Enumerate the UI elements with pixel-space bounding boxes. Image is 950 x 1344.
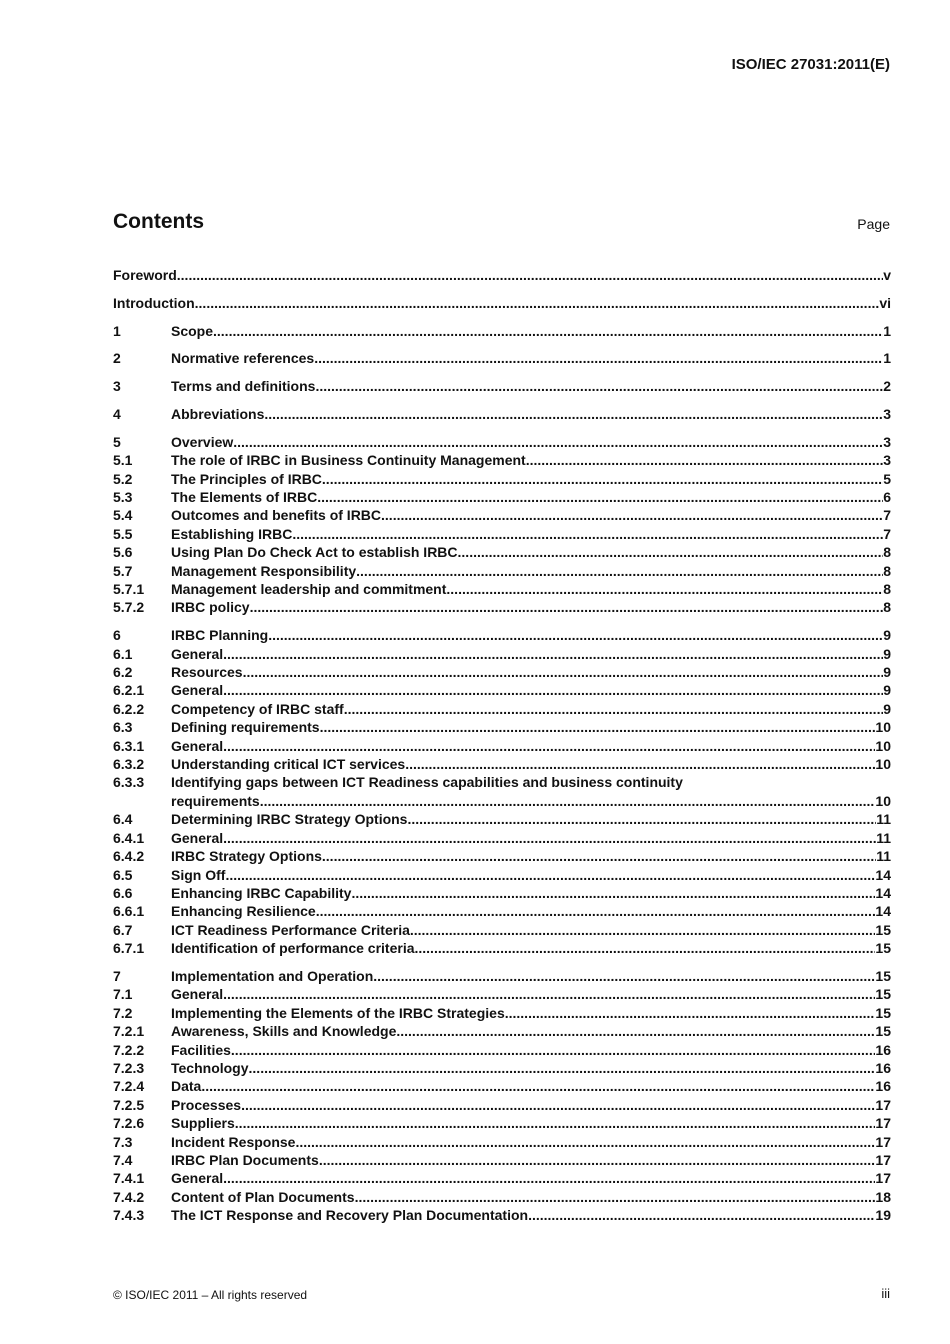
toc-entry-page: 9 xyxy=(883,627,891,644)
toc-entry-page: 11 xyxy=(876,811,891,828)
toc-entry[interactable] xyxy=(113,663,891,681)
toc-entry-body xyxy=(171,1004,891,1022)
toc-entry[interactable] xyxy=(113,349,891,367)
dot-leader xyxy=(223,829,876,847)
toc-entry-page: 9 xyxy=(883,664,891,681)
dot-leader xyxy=(292,525,883,543)
toc-entry-title: General xyxy=(171,645,224,662)
toc-entry-page: 17 xyxy=(875,1133,891,1150)
dot-leader xyxy=(356,562,883,580)
toc-entry-body xyxy=(171,1114,891,1132)
dot-leader xyxy=(322,470,883,488)
toc-entry-page: 16 xyxy=(875,1041,891,1058)
dot-leader xyxy=(314,349,883,367)
toc-entry[interactable] xyxy=(113,939,891,957)
toc-entry-body xyxy=(171,847,891,865)
toc-entry-body xyxy=(171,1059,891,1077)
toc-entry-number: 4 xyxy=(113,405,121,422)
toc-entry-page: 14 xyxy=(875,884,891,901)
dot-leader xyxy=(268,626,883,644)
toc-entry-number: 7 xyxy=(113,967,121,984)
toc-entry-title: General xyxy=(171,986,224,1003)
toc-entry-body xyxy=(171,810,891,828)
toc-entry-title: Establishing IRBC xyxy=(171,525,293,542)
dot-leader xyxy=(396,1022,875,1040)
toc-entry-number: 5 xyxy=(113,433,121,450)
toc-entry-continuation[interactable] xyxy=(113,792,891,810)
toc-entry-page: 8 xyxy=(883,544,891,561)
toc-entry[interactable] xyxy=(113,718,891,736)
toc-entry-title: Terms and definitions xyxy=(171,378,316,395)
toc-entry-body xyxy=(171,470,891,488)
toc-entry-page: 7 xyxy=(883,525,891,542)
toc-entry-title: Competency of IRBC staff xyxy=(171,700,344,717)
page-column-label: Page xyxy=(857,216,890,232)
toc-entry-body xyxy=(171,681,891,699)
toc-entry-body xyxy=(171,525,891,543)
toc-entry-number: 6.1 xyxy=(113,645,133,662)
toc-entry-title: Facilities xyxy=(171,1041,231,1058)
toc-entry-body xyxy=(171,1133,891,1151)
toc-entry-body xyxy=(171,405,891,423)
toc-entry-number: 6.7.1 xyxy=(113,940,145,957)
toc-entry-body xyxy=(171,1169,891,1187)
toc-entry-page: 10 xyxy=(875,792,891,809)
toc-entry-page: vi xyxy=(879,294,891,311)
toc-entry-body xyxy=(171,543,891,561)
toc-entry-page: 15 xyxy=(875,921,891,938)
dot-leader xyxy=(195,294,880,312)
toc-entry-number: 5.3 xyxy=(113,489,133,505)
toc-entry[interactable] xyxy=(113,967,891,985)
toc-entry-number: 7.4.2 xyxy=(113,1188,145,1205)
toc-entry-body xyxy=(171,645,891,663)
dot-leader xyxy=(344,700,884,718)
toc-entry-number: 7.2 xyxy=(113,1004,133,1021)
toc-entry-page: 17 xyxy=(875,1152,891,1168)
toc-entry-body xyxy=(171,1077,891,1095)
dot-leader xyxy=(213,322,883,340)
toc-entry-number: 7.2.6 xyxy=(113,1115,145,1132)
toc-entry[interactable] xyxy=(113,1169,891,1187)
toc-entry-title: Introduction xyxy=(113,294,195,311)
dot-leader xyxy=(249,1059,876,1077)
toc-entry-body xyxy=(171,349,891,367)
toc-entry-number: 6.6.1 xyxy=(113,903,145,920)
toc-entry-title: Processes xyxy=(171,1096,242,1113)
toc-entry[interactable] xyxy=(113,1022,891,1040)
dot-leader xyxy=(315,377,883,395)
toc-entry-number: 3 xyxy=(113,378,121,395)
toc-entry-number: 5.7.2 xyxy=(113,599,145,616)
toc-entry[interactable] xyxy=(113,562,891,580)
dot-leader xyxy=(235,1114,876,1132)
dot-leader xyxy=(316,902,876,920)
toc-entry-page: 1 xyxy=(883,350,891,367)
toc-entry-body xyxy=(113,294,891,312)
dot-leader xyxy=(322,847,876,865)
toc-entry[interactable] xyxy=(113,1077,891,1095)
toc-entry-page: 2 xyxy=(883,378,891,395)
toc-entry-title: Outcomes and benefits of IRBC xyxy=(171,507,382,524)
toc-entry-title: The role of IRBC in Business Continuity Management xyxy=(171,452,526,469)
toc-entry-title: Management Responsibility xyxy=(171,562,357,579)
dot-leader xyxy=(351,884,875,902)
toc-entry-title: Defining requirements xyxy=(171,719,320,736)
toc-entry-body xyxy=(171,755,891,773)
toc-entry-number: 1 xyxy=(113,322,121,339)
toc-entry-number: 5.2 xyxy=(113,470,133,487)
toc-entry-number: 7.2.4 xyxy=(113,1078,145,1095)
toc-entry-page: 16 xyxy=(875,1059,891,1076)
dot-leader xyxy=(446,580,883,598)
toc-entry[interactable] xyxy=(113,1096,891,1114)
toc-entry-page: 11 xyxy=(876,829,891,846)
toc-entry[interactable] xyxy=(113,1059,891,1077)
toc-entry[interactable] xyxy=(113,681,891,699)
toc-entry-title: Abbreviations xyxy=(171,405,265,422)
toc-entry[interactable] xyxy=(113,1041,891,1059)
toc-entry-number: 6.3 xyxy=(113,719,133,736)
toc-entry-title: Scope xyxy=(171,322,214,339)
toc-entry-body xyxy=(171,985,891,1003)
toc-entry[interactable] xyxy=(113,626,891,644)
toc-entry-title: requirements xyxy=(171,792,260,809)
toc-entry-page: 6 xyxy=(883,489,891,505)
toc-entry-body xyxy=(171,1041,891,1059)
dot-leader xyxy=(260,792,876,810)
dot-leader xyxy=(233,433,883,451)
toc-entry-body xyxy=(171,506,891,524)
toc-entry[interactable] xyxy=(113,921,891,939)
toc-entry-title: Determining IRBC Strategy Options xyxy=(171,811,408,828)
toc-entry-number: 7.4.1 xyxy=(113,1170,145,1187)
toc-entry[interactable] xyxy=(113,645,891,663)
toc-entry-page: 15 xyxy=(875,967,891,984)
toc-entry-title: Overview xyxy=(171,433,234,450)
dot-leader xyxy=(458,543,884,561)
toc-entry-title: Sign Off xyxy=(171,866,226,883)
document-id: ISO/IEC 27031:2011(E) xyxy=(731,56,890,73)
toc-entry[interactable] xyxy=(113,1151,891,1169)
toc-entry-page: 15 xyxy=(875,1023,891,1040)
toc-entry-body xyxy=(171,377,891,395)
toc-entry-body xyxy=(171,488,891,506)
toc-entry-title: General xyxy=(171,682,224,699)
toc-entry-page: 1 xyxy=(883,322,891,339)
dot-leader xyxy=(223,645,883,663)
toc-entry[interactable] xyxy=(113,755,891,773)
toc-entry-page: 10 xyxy=(875,756,891,773)
toc-entry-number: 7.4 xyxy=(113,1152,133,1168)
toc-entry-number: 6.2 xyxy=(113,664,133,681)
toc-entry[interactable] xyxy=(113,1114,891,1132)
toc-entry-number: 6.2.2 xyxy=(113,700,145,717)
toc-entry-number: 6.4 xyxy=(113,811,133,828)
toc-entry-title: Technology xyxy=(171,1059,249,1076)
toc-entry-body xyxy=(171,598,891,616)
contents-title: Contents xyxy=(113,210,204,233)
toc-entry-page: 14 xyxy=(875,866,891,883)
table-of-contents xyxy=(113,266,891,1225)
toc-entry-title: Foreword xyxy=(113,267,177,283)
toc-entry-body xyxy=(171,626,891,644)
toc-entry-page: 8 xyxy=(883,562,891,579)
toc-entry-page: 19 xyxy=(875,1207,891,1224)
toc-entry-page: 8 xyxy=(883,581,891,598)
toc-entry-number: 5.7.1 xyxy=(113,581,145,598)
dot-leader xyxy=(526,451,884,469)
toc-entry-title: Implementing the Elements of the IRBC Strategies xyxy=(171,1004,505,1021)
dot-leader xyxy=(241,1096,875,1114)
dot-leader xyxy=(405,755,875,773)
toc-entry-number: 7.2.3 xyxy=(113,1059,145,1076)
toc-entry[interactable] xyxy=(113,866,891,884)
toc-entry-title: Resources xyxy=(171,664,243,681)
page-number: iii xyxy=(881,1286,890,1301)
toc-entry[interactable] xyxy=(113,405,891,423)
dot-leader xyxy=(231,1041,876,1059)
toc-entry-number: 6 xyxy=(113,627,121,644)
dot-leader xyxy=(250,598,884,616)
toc-entry[interactable] xyxy=(113,1188,891,1206)
toc-entry-body xyxy=(171,967,891,985)
toc-entry-title: ICT Readiness Performance Criteria xyxy=(171,921,410,938)
toc-entry-body xyxy=(171,884,891,902)
dot-leader xyxy=(225,866,875,884)
dot-leader xyxy=(177,266,883,284)
toc-entry-body xyxy=(171,433,891,451)
toc-entry-number: 6.7 xyxy=(113,921,133,938)
toc-entry-number: 7.4.3 xyxy=(113,1207,145,1224)
toc-entry-number: 5.1 xyxy=(113,452,133,469)
dot-leader xyxy=(223,737,875,755)
toc-entry-body xyxy=(171,829,891,847)
toc-entry[interactable] xyxy=(113,506,891,524)
toc-entry-title: Incident Response xyxy=(171,1133,296,1150)
dot-leader xyxy=(407,810,876,828)
toc-entry-body xyxy=(171,939,891,957)
toc-entry-body xyxy=(171,1151,891,1169)
dot-leader xyxy=(223,985,875,1003)
toc-entry-page: 15 xyxy=(875,1004,891,1021)
toc-entry-number: 6.5 xyxy=(113,866,133,883)
dot-leader xyxy=(410,921,876,939)
dot-leader xyxy=(223,681,883,699)
toc-entry-title: IRBC policy xyxy=(171,599,250,616)
dot-leader xyxy=(295,1133,875,1151)
dot-leader xyxy=(528,1206,875,1224)
toc-entry-title: Content of Plan Documents xyxy=(171,1188,355,1205)
toc-entry[interactable] xyxy=(113,737,891,755)
toc-entry[interactable] xyxy=(113,294,891,312)
toc-entry[interactable] xyxy=(113,322,891,340)
toc-entry-page: v xyxy=(883,267,891,283)
toc-entry-page: 10 xyxy=(875,737,891,754)
toc-entry-title: Enhancing Resilience xyxy=(171,903,316,920)
toc-entry-page: 17 xyxy=(875,1170,891,1187)
toc-entry-number: 7.2.2 xyxy=(113,1041,145,1058)
toc-entry-body xyxy=(171,580,891,598)
toc-entry-title: General xyxy=(171,829,224,846)
toc-entry-page: 17 xyxy=(875,1096,891,1113)
toc-entry-body xyxy=(171,451,891,469)
toc-entry-title: Management leadership and commitment xyxy=(171,581,447,598)
toc-entry-number: 7.3 xyxy=(113,1133,133,1150)
toc-entry-title: Enhancing IRBC Capability xyxy=(171,884,352,901)
dot-leader xyxy=(243,663,884,681)
toc-entry-page: 9 xyxy=(883,645,891,662)
toc-entry-page: 15 xyxy=(875,940,891,957)
toc-entry-page: 11 xyxy=(876,848,891,865)
toc-entry-title: Implementation and Operation xyxy=(171,967,374,984)
toc-entry-title: Identification of performance criteria xyxy=(171,940,415,957)
toc-entry-page: 3 xyxy=(883,452,891,469)
toc-entry-body xyxy=(171,663,891,681)
toc-entry[interactable] xyxy=(113,985,891,1003)
toc-entry-page: 14 xyxy=(875,903,891,920)
toc-entry-number: 6.3.2 xyxy=(113,756,145,773)
toc-entry-number: 7.2.5 xyxy=(113,1096,145,1113)
toc-entry-page: 10 xyxy=(875,719,891,736)
toc-entry-title: General xyxy=(171,1170,224,1187)
toc-entry-page: 16 xyxy=(875,1078,891,1095)
toc-entry-body xyxy=(171,1206,891,1224)
toc-entry-title: IRBC Plan Documents xyxy=(171,1152,319,1168)
toc-entry-body xyxy=(171,718,891,736)
toc-entry[interactable] xyxy=(113,470,891,488)
toc-entry-page: 5 xyxy=(883,470,891,487)
toc-entry-number: 7.1 xyxy=(113,986,133,1003)
toc-entry[interactable] xyxy=(113,1206,891,1224)
toc-entry-title: The Elements of IRBC xyxy=(171,489,318,505)
toc-entry-number: 5.5 xyxy=(113,525,133,542)
dot-leader xyxy=(505,1004,876,1022)
toc-entry-title: Using Plan Do Check Act to establish IRBC xyxy=(171,544,458,561)
toc-entry[interactable] xyxy=(113,847,891,865)
toc-entry-title: Awareness, Skills and Knowledge xyxy=(171,1023,397,1040)
toc-entry-number: 6.6 xyxy=(113,884,133,901)
dot-leader xyxy=(373,967,875,985)
dot-leader xyxy=(415,939,876,957)
toc-entry-number: 6.4.2 xyxy=(113,848,145,865)
toc-entry[interactable] xyxy=(113,773,891,791)
toc-entry[interactable] xyxy=(113,829,891,847)
toc-entry-number: 5.7 xyxy=(113,562,133,579)
toc-entry-body xyxy=(171,700,891,718)
toc-entry-title: General xyxy=(171,737,224,754)
toc-entry[interactable] xyxy=(113,377,891,395)
toc-entry-number: 6.3.1 xyxy=(113,737,145,754)
toc-entry[interactable] xyxy=(113,525,891,543)
toc-entry-number: 7.2.1 xyxy=(113,1023,145,1040)
dot-leader xyxy=(319,1151,876,1169)
toc-entry[interactable] xyxy=(113,543,891,561)
toc-entry-title: Understanding critical ICT services xyxy=(171,756,406,773)
toc-entry[interactable] xyxy=(113,451,891,469)
toc-entry[interactable] xyxy=(113,810,891,828)
toc-entry-title: The ICT Response and Recovery Plan Documentation xyxy=(171,1207,529,1224)
toc-entry-number: 6.2.1 xyxy=(113,682,145,699)
toc-entry-body xyxy=(113,266,891,284)
toc-entry-body xyxy=(171,737,891,755)
dot-leader xyxy=(355,1188,876,1206)
toc-entry-title: IRBC Strategy Options xyxy=(171,848,322,865)
toc-entry-page: 7 xyxy=(883,507,891,524)
toc-entry-number: 5.6 xyxy=(113,544,133,561)
toc-entry-page: 15 xyxy=(875,986,891,1003)
toc-entry-page: 9 xyxy=(883,700,891,717)
toc-entry[interactable] xyxy=(113,598,891,616)
toc-entry-body xyxy=(171,866,891,884)
dot-leader xyxy=(201,1077,875,1095)
toc-entry[interactable] xyxy=(113,488,891,506)
toc-entry-page: 9 xyxy=(883,682,891,699)
toc-entry-number: 6.3.3 xyxy=(113,774,145,791)
toc-entry-title: The Principles of IRBC xyxy=(171,470,322,487)
toc-entry-body xyxy=(171,1188,891,1206)
copyright-notice: © ISO/IEC 2011 – All rights reserved xyxy=(113,1288,308,1302)
toc-entry-title: Suppliers xyxy=(171,1115,235,1132)
toc-entry-page: 3 xyxy=(883,433,891,450)
toc-entry[interactable] xyxy=(113,266,891,284)
toc-entry[interactable] xyxy=(113,1133,891,1151)
toc-entry[interactable] xyxy=(113,433,891,451)
dot-leader xyxy=(381,506,883,524)
toc-entry[interactable] xyxy=(113,902,891,920)
toc-entry-body xyxy=(171,792,891,810)
dot-leader xyxy=(320,718,876,736)
toc-entry-title: Identifying gaps between ICT Readiness capabilities and business continuity xyxy=(171,774,683,791)
toc-entry-body xyxy=(171,1096,891,1114)
toc-entry[interactable] xyxy=(113,1004,891,1022)
toc-entry-title: Normative references xyxy=(171,350,315,367)
toc-entry-title: Data xyxy=(171,1078,202,1095)
toc-entry-number: 2 xyxy=(113,350,121,367)
dot-leader xyxy=(317,488,883,506)
toc-entry-number: 6.4.1 xyxy=(113,829,145,846)
toc-entry-body xyxy=(171,562,891,580)
toc-entry[interactable] xyxy=(113,884,891,902)
toc-entry-number: 5.4 xyxy=(113,507,133,524)
toc-entry[interactable] xyxy=(113,580,891,598)
toc-entry-page: 3 xyxy=(883,405,891,422)
dot-leader xyxy=(264,405,883,423)
toc-entry-body xyxy=(171,322,891,340)
toc-entry-page: 17 xyxy=(875,1115,891,1132)
toc-entry-body xyxy=(171,902,891,920)
toc-entry-title: IRBC Planning xyxy=(171,627,269,644)
dot-leader xyxy=(223,1169,875,1187)
toc-entry-body xyxy=(171,921,891,939)
toc-entry-body xyxy=(171,1022,891,1040)
toc-entry-page: 18 xyxy=(875,1188,891,1205)
toc-entry[interactable] xyxy=(113,700,891,718)
toc-entry-page: 8 xyxy=(883,599,891,616)
